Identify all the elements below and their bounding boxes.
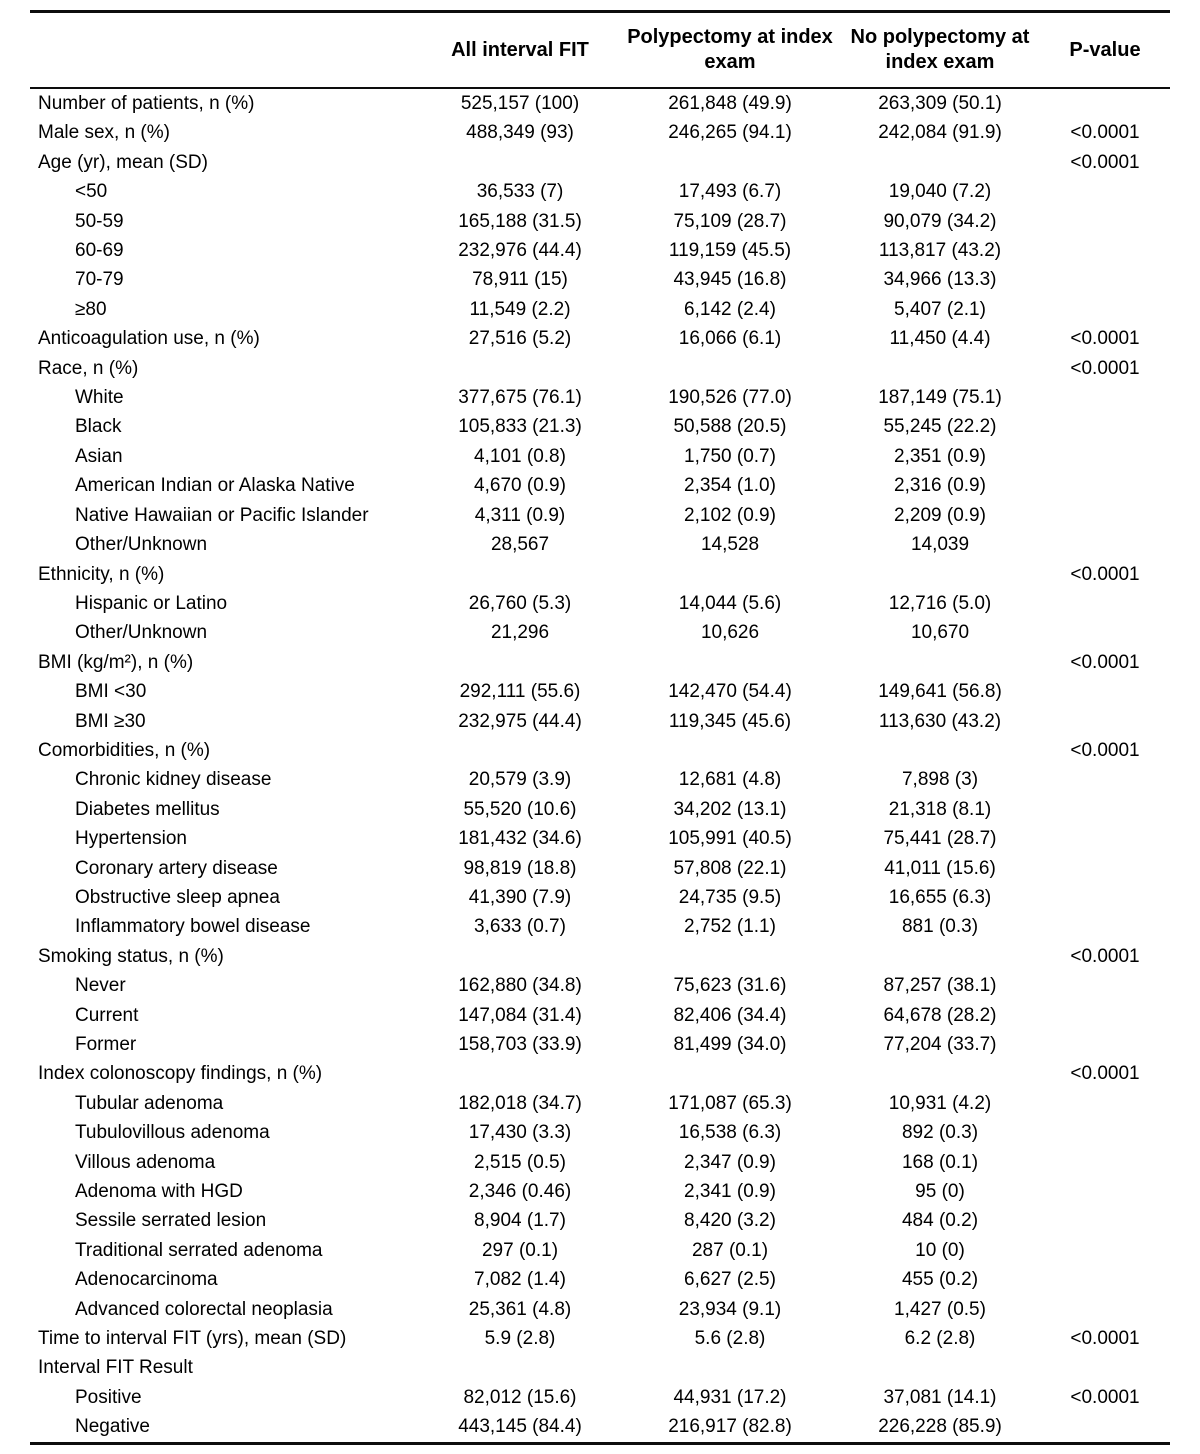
cell-p-value — [1040, 795, 1170, 824]
cell-polypectomy-at-index-exam: 8,420 (3.2) — [684, 1210, 776, 1232]
cell-no-polypectomy-at-index-exam — [840, 1059, 1040, 1088]
cell-p-value — [1040, 1206, 1170, 1235]
row-label: Age (yr), mean (SD) — [38, 151, 208, 173]
row-label: Time to interval FIT (yrs), mean (SD) — [38, 1328, 347, 1350]
cell-no-polypectomy-at-index-exam: 75,441 (28.7) — [883, 828, 997, 850]
table-row — [30, 824, 1170, 853]
cell-p-value — [1040, 1265, 1170, 1294]
table-row — [30, 442, 1170, 471]
row-label: Ethnicity, n (%) — [38, 563, 165, 585]
table-row — [30, 148, 1170, 177]
row-label: Diabetes mellitus — [75, 798, 220, 820]
cell-no-polypectomy-at-index-exam: 149,641 (56.8) — [878, 681, 1002, 703]
table-row — [30, 1295, 1170, 1324]
row-label: Smoking status, n (%) — [38, 945, 224, 967]
cell-polypectomy-at-index-exam: 12,681 (4.8) — [678, 769, 782, 791]
cell-p-value — [1040, 265, 1170, 294]
cell-polypectomy-at-index-exam: 261,848 (49.9) — [668, 93, 792, 114]
cell-p-value: <0.0001 — [1070, 945, 1140, 967]
cell-all-interval-fit: 3,633 (0.7) — [474, 916, 566, 938]
cell-p-value — [1040, 589, 1170, 618]
cell-all-interval-fit: 98,819 (18.8) — [463, 857, 577, 879]
row-label: Negative — [75, 1416, 150, 1438]
column-header-label: P-value — [1069, 38, 1141, 61]
cell-no-polypectomy-at-index-exam — [840, 736, 1040, 765]
row-label: Race, n (%) — [38, 357, 139, 379]
table-row — [30, 265, 1170, 294]
cell-all-interval-fit: 292,111 (55.6) — [459, 681, 581, 703]
header-row — [30, 12, 1170, 89]
column-header-label-line1: No polypectomy at — [850, 26, 1030, 48]
table-row — [30, 1383, 1170, 1412]
row-label: Coronary artery disease — [75, 857, 278, 879]
cell-no-polypectomy-at-index-exam: 41,011 (15.6) — [884, 857, 996, 879]
row-label: Former — [75, 1034, 137, 1055]
cell-no-polypectomy-at-index-exam: 2,316 (0.9) — [894, 475, 986, 497]
cell-no-polypectomy-at-index-exam: 242,084 (91.9) — [878, 122, 1002, 144]
cell-polypectomy-at-index-exam — [620, 942, 840, 971]
cell-polypectomy-at-index-exam: 75,109 (28.7) — [673, 210, 787, 232]
row-label: Sessile serrated lesion — [75, 1210, 267, 1232]
row-label: Tubular adenoma — [75, 1092, 224, 1114]
cell-no-polypectomy-at-index-exam: 87,257 (38.1) — [883, 975, 997, 997]
table-row — [30, 1324, 1170, 1353]
cell-polypectomy-at-index-exam: 119,159 (45.5) — [668, 240, 792, 262]
table-row — [30, 1206, 1170, 1235]
cell-no-polypectomy-at-index-exam: 881 (0.3) — [901, 916, 979, 938]
row-label: Villous adenoma — [75, 1151, 216, 1173]
cell-p-value — [1040, 530, 1170, 559]
row-label: Hypertension — [75, 828, 187, 850]
cell-p-value — [1040, 1412, 1170, 1443]
cell-polypectomy-at-index-exam: 44,931 (17.2) — [673, 1386, 787, 1408]
column-header-p-value — [1040, 12, 1170, 89]
cell-all-interval-fit — [420, 648, 620, 677]
table-row — [30, 1265, 1170, 1294]
cell-no-polypectomy-at-index-exam: 55,245 (22.2) — [883, 416, 997, 438]
row-label: Obstructive sleep apnea — [75, 886, 280, 908]
cell-p-value — [1040, 1353, 1170, 1382]
cell-polypectomy-at-index-exam: 82,406 (34.4) — [673, 1004, 787, 1026]
cell-p-value: <0.0001 — [1070, 328, 1140, 350]
cell-polypectomy-at-index-exam: 57,808 (22.1) — [673, 857, 787, 879]
cell-polypectomy-at-index-exam — [620, 560, 840, 589]
table-row — [30, 88, 1170, 118]
cell-no-polypectomy-at-index-exam: 16,655 (6.3) — [888, 886, 992, 908]
table-row — [30, 118, 1170, 147]
cell-all-interval-fit: 232,975 (44.4) — [458, 710, 582, 732]
row-label: 70-79 — [75, 269, 124, 291]
row-label: BMI ≥30 — [75, 710, 146, 732]
baseline-characteristics-table — [30, 10, 1170, 1445]
cell-all-interval-fit: 105,833 (21.3) — [458, 416, 582, 438]
cell-all-interval-fit: 525,157 (100) — [460, 93, 580, 114]
cell-all-interval-fit — [420, 560, 620, 589]
column-header-polypectomy-at-index-exam — [620, 12, 840, 89]
cell-all-interval-fit: 21,296 — [490, 622, 550, 644]
table-row — [30, 383, 1170, 412]
row-label: Hispanic or Latino — [75, 592, 228, 614]
cell-p-value — [1040, 854, 1170, 883]
cell-p-value: <0.0001 — [1070, 739, 1140, 761]
cell-polypectomy-at-index-exam: 142,470 (54.4) — [668, 681, 792, 703]
cell-no-polypectomy-at-index-exam — [840, 942, 1040, 971]
cell-no-polypectomy-at-index-exam: 34,966 (13.3) — [883, 269, 997, 291]
cell-no-polypectomy-at-index-exam: 226,228 (85.9) — [878, 1416, 1002, 1438]
cell-no-polypectomy-at-index-exam: 37,081 (14.1) — [883, 1386, 997, 1408]
row-label: 50-59 — [75, 210, 124, 232]
table-row — [30, 530, 1170, 559]
cell-polypectomy-at-index-exam: 6,627 (2.5) — [684, 1269, 776, 1291]
cell-polypectomy-at-index-exam: 50,588 (20.5) — [673, 416, 787, 438]
cell-all-interval-fit: 297 (0.1) — [481, 1239, 559, 1261]
row-label: BMI <30 — [75, 681, 147, 703]
table-row — [30, 354, 1170, 383]
cell-polypectomy-at-index-exam — [620, 354, 840, 383]
table-row — [30, 707, 1170, 736]
cell-no-polypectomy-at-index-exam: 113,630 (43.2) — [878, 710, 1002, 732]
row-label: Tubulovillous adenoma — [75, 1122, 270, 1144]
cell-p-value — [1040, 471, 1170, 500]
row-label: Anticoagulation use, n (%) — [38, 328, 260, 350]
cell-polypectomy-at-index-exam: 16,066 (6.1) — [678, 328, 782, 350]
cell-all-interval-fit: 162,880 (34.8) — [458, 975, 582, 997]
row-label: Other/Unknown — [75, 622, 208, 644]
row-label: Male sex, n (%) — [38, 122, 170, 144]
row-label: BMI (kg/m²), n (%) — [38, 651, 194, 673]
row-label: Native Hawaiian or Pacific Islander — [75, 504, 369, 526]
cell-no-polypectomy-at-index-exam — [840, 648, 1040, 677]
cell-all-interval-fit: 25,361 (4.8) — [468, 1298, 572, 1320]
cell-p-value — [1040, 618, 1170, 647]
cell-polypectomy-at-index-exam: 216,917 (82.8) — [668, 1416, 792, 1438]
table-row — [30, 412, 1170, 441]
cell-no-polypectomy-at-index-exam: 10,931 (4.2) — [888, 1092, 992, 1114]
cell-no-polypectomy-at-index-exam: 11,450 (4.4) — [889, 328, 991, 350]
cell-p-value — [1040, 383, 1170, 412]
cell-polypectomy-at-index-exam: 2,354 (1.0) — [684, 475, 776, 497]
cell-p-value: <0.0001 — [1070, 1063, 1140, 1085]
column-header-blank — [30, 12, 420, 89]
cell-polypectomy-at-index-exam: 43,945 (16.8) — [673, 269, 787, 291]
cell-all-interval-fit — [420, 1353, 620, 1382]
cell-p-value — [1040, 707, 1170, 736]
row-label: Interval FIT Result — [38, 1357, 193, 1379]
cell-no-polypectomy-at-index-exam: 5,407 (2.1) — [894, 298, 986, 320]
cell-polypectomy-at-index-exam: 1,750 (0.7) — [684, 445, 776, 467]
cell-no-polypectomy-at-index-exam: 2,209 (0.9) — [894, 504, 986, 526]
cell-no-polypectomy-at-index-exam: 19,040 (7.2) — [888, 181, 992, 203]
row-label: Other/Unknown — [75, 534, 208, 556]
row-label: Inflammatory bowel disease — [75, 916, 311, 938]
cell-polypectomy-at-index-exam: 287 (0.1) — [691, 1239, 769, 1261]
cell-p-value — [1040, 765, 1170, 794]
table-row — [30, 589, 1170, 618]
cell-polypectomy-at-index-exam: 17,493 (6.7) — [678, 181, 782, 203]
cell-polypectomy-at-index-exam: 14,528 — [700, 534, 760, 556]
table-row — [30, 177, 1170, 206]
row-label: Adenoma with HGD — [75, 1181, 243, 1203]
column-header-label-line2: exam — [704, 51, 756, 73]
cell-polypectomy-at-index-exam: 190,526 (77.0) — [668, 387, 792, 409]
cell-polypectomy-at-index-exam: 105,991 (40.5) — [668, 828, 792, 850]
table-row — [30, 324, 1170, 353]
table-row — [30, 501, 1170, 530]
cell-no-polypectomy-at-index-exam: 2,351 (0.9) — [894, 445, 986, 467]
row-label: Chronic kidney disease — [75, 769, 272, 791]
cell-no-polypectomy-at-index-exam: 21,318 (8.1) — [888, 798, 992, 820]
cell-no-polypectomy-at-index-exam: 95 (0) — [915, 1181, 965, 1203]
cell-p-value — [1040, 177, 1170, 206]
cell-p-value — [1040, 883, 1170, 912]
cell-all-interval-fit: 377,675 (76.1) — [458, 387, 582, 409]
cell-all-interval-fit: 7,082 (1.4) — [474, 1269, 566, 1291]
cell-no-polypectomy-at-index-exam: 10,670 — [910, 622, 970, 644]
cell-polypectomy-at-index-exam: 16,538 (6.3) — [678, 1122, 782, 1144]
table-row — [30, 1177, 1170, 1206]
table-row — [30, 236, 1170, 265]
cell-p-value — [1040, 1001, 1170, 1030]
row-label: White — [75, 387, 124, 409]
cell-all-interval-fit: 232,976 (44.4) — [458, 240, 582, 262]
table-row — [30, 765, 1170, 794]
cell-p-value — [1040, 295, 1170, 324]
table-row — [30, 795, 1170, 824]
cell-all-interval-fit: 158,703 (33.9) — [458, 1034, 582, 1055]
row-label: ≥80 — [75, 298, 107, 320]
table-row — [30, 971, 1170, 1000]
table-row — [30, 677, 1170, 706]
cell-polypectomy-at-index-exam: 75,623 (31.6) — [673, 975, 787, 997]
row-label: Number of patients, n (%) — [38, 93, 255, 114]
cell-all-interval-fit: 4,670 (0.9) — [474, 475, 566, 497]
cell-polypectomy-at-index-exam: 14,044 (5.6) — [678, 592, 782, 614]
cell-polypectomy-at-index-exam: 2,102 (0.9) — [684, 504, 776, 526]
cell-p-value: <0.0001 — [1070, 122, 1140, 144]
cell-no-polypectomy-at-index-exam: 90,079 (34.2) — [883, 210, 997, 232]
cell-no-polypectomy-at-index-exam — [840, 560, 1040, 589]
cell-no-polypectomy-at-index-exam: 168 (0.1) — [901, 1151, 979, 1173]
cell-all-interval-fit — [420, 148, 620, 177]
cell-no-polypectomy-at-index-exam: 14,039 — [910, 534, 970, 556]
cell-p-value — [1040, 1118, 1170, 1147]
cell-p-value — [1040, 1295, 1170, 1324]
table-row — [30, 883, 1170, 912]
cell-all-interval-fit: 165,188 (31.5) — [458, 210, 582, 232]
table-row — [30, 1059, 1170, 1088]
table-row — [30, 471, 1170, 500]
table-row — [30, 1118, 1170, 1147]
cell-p-value — [1040, 912, 1170, 941]
row-label: <50 — [75, 181, 108, 203]
cell-polypectomy-at-index-exam: 23,934 (9.1) — [678, 1298, 782, 1320]
cell-polypectomy-at-index-exam: 246,265 (94.1) — [668, 122, 792, 144]
cell-all-interval-fit: 82,012 (15.6) — [463, 1386, 577, 1408]
cell-all-interval-fit: 2,346 (0.46) — [468, 1181, 572, 1203]
row-label: Current — [75, 1004, 139, 1026]
cell-p-value — [1040, 1236, 1170, 1265]
row-label: American Indian or Alaska Native — [75, 475, 355, 497]
table-row — [30, 560, 1170, 589]
cell-polypectomy-at-index-exam: 24,735 (9.5) — [678, 886, 782, 908]
cell-all-interval-fit: 4,311 (0.9) — [474, 504, 566, 526]
column-header-label-line2: index exam — [885, 51, 995, 73]
cell-polypectomy-at-index-exam: 2,347 (0.9) — [684, 1151, 776, 1173]
cell-polypectomy-at-index-exam — [620, 148, 840, 177]
cell-polypectomy-at-index-exam — [620, 1059, 840, 1088]
cell-polypectomy-at-index-exam — [620, 648, 840, 677]
cell-polypectomy-at-index-exam: 10,626 — [700, 622, 760, 644]
cell-p-value — [1040, 1148, 1170, 1177]
table-row — [30, 912, 1170, 941]
cell-all-interval-fit: 17,430 (3.3) — [468, 1122, 572, 1144]
cell-polypectomy-at-index-exam: 2,752 (1.1) — [684, 916, 776, 938]
column-header-label: All interval FIT — [451, 38, 589, 61]
cell-p-value: <0.0001 — [1070, 357, 1140, 379]
cell-p-value: <0.0001 — [1070, 563, 1140, 585]
cell-p-value — [1040, 1030, 1170, 1059]
table-row — [30, 1412, 1170, 1443]
table-row — [30, 1236, 1170, 1265]
row-label: Index colonoscopy findings, n (%) — [38, 1063, 323, 1085]
cell-p-value: <0.0001 — [1070, 1328, 1140, 1350]
table-row — [30, 1001, 1170, 1030]
cell-all-interval-fit: 28,567 — [490, 534, 550, 556]
cell-p-value — [1040, 207, 1170, 236]
cell-all-interval-fit: 147,084 (31.4) — [458, 1004, 582, 1026]
table-row — [30, 295, 1170, 324]
cell-p-value — [1040, 1177, 1170, 1206]
cell-all-interval-fit: 26,760 (5.3) — [468, 592, 572, 614]
row-label: Black — [75, 416, 122, 438]
cell-no-polypectomy-at-index-exam: 484 (0.2) — [901, 1210, 979, 1232]
cell-p-value — [1040, 412, 1170, 441]
cell-polypectomy-at-index-exam: 171,087 (65.3) — [668, 1092, 792, 1114]
cell-polypectomy-at-index-exam: 81,499 (34.0) — [673, 1034, 787, 1055]
cell-no-polypectomy-at-index-exam: 12,716 (5.0) — [888, 592, 992, 614]
cell-polypectomy-at-index-exam: 2,341 (0.9) — [684, 1181, 776, 1203]
cell-all-interval-fit: 443,145 (84.4) — [458, 1416, 582, 1438]
table-row — [30, 618, 1170, 647]
row-label: Positive — [75, 1386, 142, 1408]
cell-all-interval-fit: 4,101 (0.8) — [474, 445, 566, 467]
cell-all-interval-fit: 20,579 (3.9) — [468, 769, 572, 791]
cell-p-value — [1040, 442, 1170, 471]
cell-polypectomy-at-index-exam — [620, 1353, 840, 1382]
cell-all-interval-fit: 8,904 (1.7) — [474, 1210, 566, 1232]
table-row — [30, 1353, 1170, 1382]
table-row — [30, 1148, 1170, 1177]
cell-all-interval-fit — [420, 942, 620, 971]
cell-p-value: <0.0001 — [1070, 151, 1140, 173]
column-header-label-line1: Polypectomy at index — [627, 26, 833, 48]
row-label: 60-69 — [75, 240, 124, 262]
cell-p-value — [1040, 88, 1170, 118]
cell-all-interval-fit: 488,349 (93) — [466, 122, 574, 144]
cell-all-interval-fit: 182,018 (34.7) — [458, 1092, 582, 1114]
column-header-all-interval-fit — [420, 12, 620, 89]
cell-p-value — [1040, 1089, 1170, 1118]
cell-all-interval-fit: 11,549 (2.2) — [469, 298, 571, 320]
table-row — [30, 1030, 1170, 1059]
cell-no-polypectomy-at-index-exam — [840, 148, 1040, 177]
cell-p-value: <0.0001 — [1070, 651, 1140, 673]
table-row — [30, 854, 1170, 883]
cell-p-value — [1040, 677, 1170, 706]
row-label: Asian — [75, 445, 123, 467]
table-header — [30, 12, 1170, 89]
cell-all-interval-fit — [420, 1059, 620, 1088]
table-body — [30, 88, 1170, 1443]
table-row — [30, 648, 1170, 677]
row-label: Traditional serrated adenoma — [75, 1239, 323, 1261]
cell-no-polypectomy-at-index-exam: 64,678 (28.2) — [883, 1004, 997, 1026]
column-header-no-polypectomy-at-index-exam — [840, 12, 1040, 89]
cell-polypectomy-at-index-exam: 5.6 (2.8) — [694, 1328, 766, 1350]
cell-p-value — [1040, 501, 1170, 530]
cell-polypectomy-at-index-exam: 34,202 (13.1) — [673, 798, 787, 820]
cell-all-interval-fit: 181,432 (34.6) — [458, 828, 582, 850]
cell-no-polypectomy-at-index-exam: 113,817 (43.2) — [878, 240, 1002, 262]
cell-no-polypectomy-at-index-exam: 10 (0) — [915, 1239, 965, 1261]
row-label: Advanced colorectal neoplasia — [75, 1298, 333, 1320]
cell-no-polypectomy-at-index-exam: 77,204 (33.7) — [883, 1034, 997, 1055]
cell-polypectomy-at-index-exam: 119,345 (45.6) — [668, 710, 792, 732]
cell-p-value — [1040, 971, 1170, 1000]
row-label: Adenocarcinoma — [75, 1269, 218, 1291]
cell-p-value — [1040, 824, 1170, 853]
cell-no-polypectomy-at-index-exam: 1,427 (0.5) — [894, 1298, 986, 1320]
table-row — [30, 207, 1170, 236]
cell-polypectomy-at-index-exam: 6,142 (2.4) — [684, 298, 776, 320]
cell-no-polypectomy-at-index-exam: 187,149 (75.1) — [878, 387, 1002, 409]
row-label: Comorbidities, n (%) — [38, 739, 211, 761]
cell-no-polypectomy-at-index-exam: 6.2 (2.8) — [904, 1328, 976, 1350]
table-row — [30, 736, 1170, 765]
cell-p-value: <0.0001 — [1070, 1386, 1140, 1408]
cell-all-interval-fit: 27,516 (5.2) — [468, 328, 572, 350]
cell-all-interval-fit — [420, 354, 620, 383]
table-row — [30, 942, 1170, 971]
cell-all-interval-fit: 5.9 (2.8) — [484, 1328, 556, 1350]
cell-all-interval-fit: 2,515 (0.5) — [474, 1151, 566, 1173]
cell-no-polypectomy-at-index-exam: 892 (0.3) — [901, 1122, 979, 1144]
cell-p-value — [1040, 236, 1170, 265]
cell-no-polypectomy-at-index-exam: 455 (0.2) — [901, 1269, 979, 1291]
cell-all-interval-fit: 36,533 (7) — [476, 181, 564, 203]
cell-no-polypectomy-at-index-exam: 263,309 (50.1) — [878, 93, 1002, 114]
cell-all-interval-fit: 55,520 (10.6) — [463, 798, 577, 820]
table-row — [30, 1089, 1170, 1118]
cell-no-polypectomy-at-index-exam — [840, 354, 1040, 383]
row-label: Never — [75, 975, 126, 997]
cell-no-polypectomy-at-index-exam: 7,898 (3) — [901, 769, 979, 791]
cell-all-interval-fit — [420, 736, 620, 765]
cell-no-polypectomy-at-index-exam — [840, 1353, 1040, 1382]
cell-all-interval-fit: 41,390 (7.9) — [468, 886, 572, 908]
cell-all-interval-fit: 78,911 (15) — [472, 269, 568, 291]
cell-polypectomy-at-index-exam — [620, 736, 840, 765]
